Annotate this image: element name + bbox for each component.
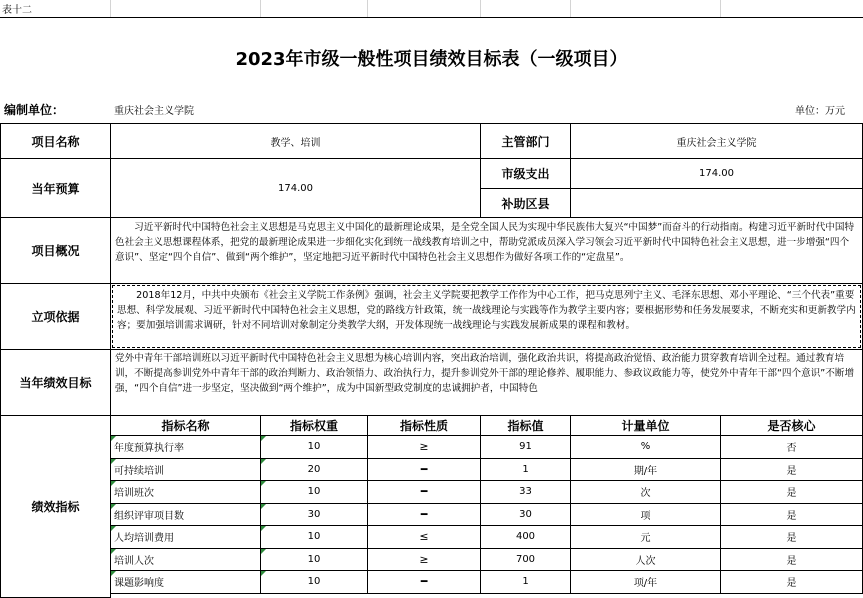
basis-label: 立项依据 bbox=[0, 283, 111, 350]
perf-cell-value: 400 bbox=[480, 525, 571, 549]
currency-note: 单位：万元 bbox=[795, 105, 845, 117]
perf-cell-core: 是 bbox=[720, 503, 863, 527]
perf-label: 绩效指标 bbox=[0, 415, 111, 598]
perf-cell-core: 是 bbox=[720, 480, 863, 504]
perf-cell-value: 33 bbox=[480, 480, 571, 504]
perf-cell-nature: ━ bbox=[367, 480, 481, 504]
perf-cell-core: 否 bbox=[720, 435, 863, 459]
cell-marker-icon bbox=[111, 459, 116, 464]
perf-cell-unit: 期/年 bbox=[570, 458, 721, 482]
perf-header-nature: 指标性质 bbox=[367, 415, 481, 436]
cell-marker-icon bbox=[111, 436, 116, 441]
perf-cell-weight: 20 bbox=[260, 458, 368, 482]
city-expense-label: 市级支出 bbox=[480, 158, 571, 189]
cell-marker-icon bbox=[261, 526, 266, 531]
budget-value: 174.00 bbox=[110, 158, 481, 218]
subsidy-label: 补助区县 bbox=[480, 188, 571, 218]
perf-cell-weight: 10 bbox=[260, 480, 368, 504]
gridline bbox=[260, 0, 261, 18]
project-name-label: 项目名称 bbox=[0, 123, 111, 159]
budget-label: 当年预算 bbox=[0, 158, 111, 218]
perf-cell-value: 91 bbox=[480, 435, 571, 459]
cell-marker-icon bbox=[261, 571, 266, 576]
perf-cell-nature: ≤ bbox=[367, 525, 481, 549]
perf-cell-unit: 项/年 bbox=[570, 570, 721, 594]
cell-marker-icon bbox=[261, 481, 266, 486]
perf-cell-unit: 次 bbox=[570, 480, 721, 504]
sheet-tag: 表十二 bbox=[2, 5, 32, 16]
perf-cell-core: 是 bbox=[720, 458, 863, 482]
cell-marker-icon bbox=[111, 526, 116, 531]
perf-cell-weight: 10 bbox=[260, 570, 368, 594]
page-title: 2023年市级一般性项目绩效目标表（一级项目） bbox=[235, 49, 628, 70]
perf-cell-name: 组织评审项目数 bbox=[110, 503, 261, 527]
cell-marker-icon bbox=[261, 436, 266, 441]
perf-header-unit: 计量单位 bbox=[570, 415, 721, 436]
perf-cell-name: 培训人次 bbox=[110, 548, 261, 572]
perf-cell-unit: 元 bbox=[570, 525, 721, 549]
gridline bbox=[480, 0, 481, 18]
cell-marker-icon bbox=[111, 571, 116, 576]
perf-cell-weight: 10 bbox=[260, 548, 368, 572]
subsidy-value bbox=[570, 188, 863, 218]
perf-cell-name: 年度预算执行率 bbox=[110, 435, 261, 459]
basis-text: 2018年12月，中共中央颁布《社会主义学院工作条例》强调，社会主义学院要把教学工作作为中心工作，把马克思列宁主义、毛泽东思想、邓小平理论、“三个代表”重要思想、科学发展观、习近平新时代中国特色社会主义思想，党的路线方针政策，统一战线理论与实践等作为教学主要内容；要根据形势和任务发展要求，不断充实和更新教学内容；要加强培训需求调研，针对不同培训对象制定分类教学大纲，开发体现统一战线理论与实践发展新成果的课程和教材。 bbox=[112, 285, 861, 348]
cell-marker-icon bbox=[261, 549, 266, 554]
cell-marker-icon bbox=[111, 549, 116, 554]
project-name-value: 教学、培训 bbox=[110, 123, 481, 159]
dept-value: 重庆社会主义学院 bbox=[570, 123, 863, 159]
cell-marker-icon bbox=[261, 459, 266, 464]
perf-cell-core: 是 bbox=[720, 548, 863, 572]
overview-label: 项目概况 bbox=[0, 217, 111, 284]
gridline bbox=[570, 0, 571, 18]
goal-text: 党外中青年干部培训班以习近平新时代中国特色社会主义思想为核心培训内容，突出政治培训，强化政治共识，将提高政治觉悟、政治能力贯穿教育培训全过程。通过教育培训，不断提高参训党外中青年干部的政治判断力、政治领悟力、政治执行力，提升参训党外干部的理论修养、履职能力、参政议政能力等，使党外中青年干部“四个意识”不断增强，“四个自信”进一步坚定，坚决做到“两个维护”，成为中国新型政党制度的忠诚拥护者，中国特色 bbox=[110, 349, 863, 416]
perf-cell-name: 人均培训费用 bbox=[110, 525, 261, 549]
perf-cell-value: 700 bbox=[480, 548, 571, 572]
perf-cell-unit: 项 bbox=[570, 503, 721, 527]
gridline bbox=[367, 0, 368, 18]
perf-header-value: 指标值 bbox=[480, 415, 571, 436]
perf-cell-unit: 人次 bbox=[570, 548, 721, 572]
overview-text: 习近平新时代中国特色社会主义思想是马克思主义中国化的最新理论成果，是全党全国人民为实现中华民族伟大复兴“中国梦”而奋斗的行动指南。构建习近平新时代中国特色社会主义思想课程体系，把党的最新理论成果进一步细化实化到统一战线教育培训之中，帮助党派成员深入学习领会习近平新时代中国特色社会主义思想，进一步增强“四个意识”、坚定“四个自信”、做到“两个维护”，坚定地把习近平新时代中国特色社会主义思想作为做好各项工作的“定盘星”。 bbox=[110, 217, 863, 284]
perf-cell-nature: ━ bbox=[367, 503, 481, 527]
perf-cell-name: 课题影响度 bbox=[110, 570, 261, 594]
perf-cell-weight: 10 bbox=[260, 435, 368, 459]
perf-cell-nature: ≥ bbox=[367, 548, 481, 572]
cell-marker-icon bbox=[111, 504, 116, 509]
perf-cell-core: 是 bbox=[720, 525, 863, 549]
perf-cell-nature: ━ bbox=[367, 570, 481, 594]
perf-cell-value: 1 bbox=[480, 570, 571, 594]
perf-cell-unit: % bbox=[570, 435, 721, 459]
cell-marker-icon bbox=[111, 481, 116, 486]
city-expense-value: 174.00 bbox=[570, 158, 863, 189]
gridline bbox=[720, 0, 721, 18]
perf-cell-core: 是 bbox=[720, 570, 863, 594]
perf-cell-nature: ≥ bbox=[367, 435, 481, 459]
perf-header-core: 是否核心 bbox=[720, 415, 863, 436]
goal-label: 当年绩效目标 bbox=[0, 349, 111, 416]
dept-label: 主管部门 bbox=[480, 123, 571, 159]
gridline bbox=[110, 0, 111, 18]
perf-cell-name: 培训班次 bbox=[110, 480, 261, 504]
perf-cell-weight: 30 bbox=[260, 503, 368, 527]
cell-marker-icon bbox=[261, 504, 266, 509]
perf-cell-value: 1 bbox=[480, 458, 571, 482]
perf-header-name: 指标名称 bbox=[110, 415, 261, 436]
perf-cell-nature: ━ bbox=[367, 458, 481, 482]
perf-cell-value: 30 bbox=[480, 503, 571, 527]
perf-cell-name: 可持续培训 bbox=[110, 458, 261, 482]
basis-cell bbox=[110, 283, 863, 350]
perf-header-weight: 指标权重 bbox=[260, 415, 368, 436]
unit-label: 编制单位： bbox=[4, 102, 65, 117]
perf-cell-weight: 10 bbox=[260, 525, 368, 549]
unit-value: 重庆社会主义学院 bbox=[114, 105, 194, 117]
